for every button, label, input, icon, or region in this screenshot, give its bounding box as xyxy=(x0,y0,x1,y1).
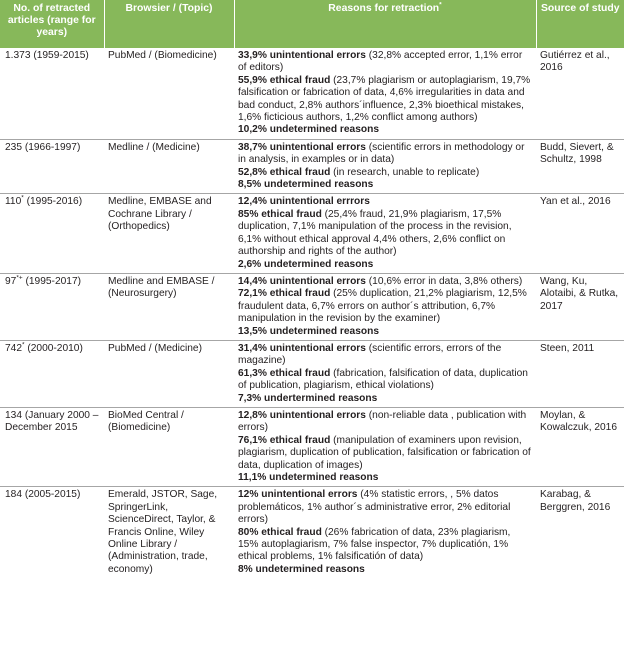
cell-reasons xyxy=(234,194,536,273)
cell-reasons xyxy=(234,407,536,486)
reason-unintentional: 38,7% unintentional errors (scientific errors in methodology or in analysis, in examples or in data) xyxy=(238,141,525,166)
cell-browser: Medline / (Medicine) xyxy=(104,139,234,194)
cell-count: 742* (2000-2010) xyxy=(0,340,104,407)
cell-browser: PubMed / (Biomedicine) xyxy=(104,48,234,139)
cell-reasons xyxy=(234,487,536,578)
footnote-mark: * xyxy=(22,341,25,349)
reason-ethical: 80% ethical fraud (26% fabrication of data, 23% plagiarism, 15% autoplagiarism, 7% false inspector, 7% duplicatión, 1% ethical problems, 1% falsificatión of data) xyxy=(238,526,511,563)
cell-count: 110* (1995-2016) xyxy=(0,194,104,273)
table-header xyxy=(0,0,624,48)
reason-ethical: 72,1% ethical fraud (25% duplication, 21,2% plagiarism, 12,5% fraudulent data, 6,7% errors on author´s attribution, 6,7% manipulation in the revision by the examiner) xyxy=(238,288,527,325)
header-reasons: Reasons for retraction* xyxy=(234,0,536,48)
table-row xyxy=(0,194,624,273)
reason-undetermined: 11,1% undetermined reasons xyxy=(238,472,379,483)
cell-browser: BioMed Central / (Biomedicine) xyxy=(104,407,234,486)
reason-undetermined: 13,5% undetermined reasons xyxy=(238,325,379,337)
cell-source: Steen, 2011 xyxy=(536,340,624,407)
reason-ethical: 76,1% ethical fraud (manipulation of examiners upon revision, plagiarism, duplication of publication, falsification or fabrication of data, duplication of images) xyxy=(238,434,531,471)
reason-ethical: 61,3% ethical fraud (fabrication, falsification of data, duplication of publication, plagiarism, ethical violations) xyxy=(238,367,528,392)
cell-reasons xyxy=(234,48,536,139)
table-row xyxy=(0,340,624,407)
reason-unintentional: 12,4% unintentional errrors xyxy=(238,196,370,208)
table-row xyxy=(0,139,624,194)
reason-unintentional: 33,9% unintentional errors (32,8% accepted error, 1,1% error of editors) xyxy=(238,50,523,74)
table-row xyxy=(0,273,624,340)
table-row xyxy=(0,407,624,486)
header-count: No. of retracted articles (range for years) xyxy=(0,0,104,48)
cell-source: Budd, Sievert, & Schultz, 1998 xyxy=(536,139,624,194)
header-browser: Browsier / (Topic) xyxy=(104,0,234,48)
reason-ethical: 52,8% ethical fraud (in research, unable to replicate) xyxy=(238,166,480,178)
cell-source: Wang, Ku, Alotaibi, & Rutka, 2017 xyxy=(536,273,624,340)
cell-source: Gutiérrez et al., 2016 xyxy=(536,48,624,139)
reason-undetermined: 7,3% undertermined reasons xyxy=(238,392,378,404)
table-row xyxy=(0,487,624,578)
table-row xyxy=(0,48,624,139)
footnote-mark: *+ xyxy=(16,274,23,282)
reason-unintentional: 12,8% unintentional errors (non-reliable data , publication with errors) xyxy=(238,409,527,434)
cell-reasons xyxy=(234,340,536,407)
cell-browser: Emerald, JSTOR, Sage, SpringerLink, ScienceDirect, Taylor, & Francis Online, Wiley Online Library / (Administration, trade, economy) xyxy=(108,489,218,575)
reason-unintentional: 31,4% unintentional errors (scientific errors, errors of the magazine) xyxy=(238,342,502,367)
cell-source: Yan et al., 2016 xyxy=(536,194,624,273)
cell-count: 235 (1966-1997) xyxy=(0,139,104,194)
cell-reasons xyxy=(234,273,536,340)
reason-undetermined: 2,6% undetermined reasons xyxy=(238,258,374,270)
reason-unintentional: 12% unintentional errors (4% statistic errors, , 5% datos problemáticos, 1% author´s administrative error, 2% editorial errors) xyxy=(238,489,511,526)
cell-browser: PubMed / (Medicine) xyxy=(104,340,234,407)
reason-ethical: 55,9% ethical fraud (23,7% plagiarism or autoplagiarism, 19,7% falsification or fabrication of data, 4,6% irregularities in data and bad conduct, 2,8% authors´influence, 2,3% bioethical mistakes, 1,6% ficticious authors, 1,2% conflict among authors) xyxy=(238,74,531,124)
reason-undetermined: 10,2% undetermined reasons xyxy=(238,124,379,136)
reason-undetermined: 8% undetermined reasons xyxy=(238,563,365,575)
cell-source: Moylan, & Kowalczuk, 2016 xyxy=(536,407,624,486)
cell-reasons xyxy=(234,139,536,194)
cell-count: 1.373 (1959-2015) xyxy=(0,48,104,139)
cell-source: Karabag, & Berggren, 2016 xyxy=(540,489,611,513)
cell-count: 184 (2005-2015) xyxy=(5,489,81,501)
cell-count: 134 (January 2000 – December 2015 xyxy=(0,407,104,486)
cell-browser: Medline, EMBASE and Cochrane Library / (Orthopedics) xyxy=(104,194,234,273)
reason-undetermined: 8,5% undetermined reasons xyxy=(238,179,374,191)
footnote-mark: * xyxy=(439,1,442,9)
reason-ethical: 85% ethical fraud (25,4% fraud, 21,9% plagiarism, 17,5% duplication, 7,1% manipulation of the process in the revision, 6,1% without ethical approval 4,4% others, 2,6% conflict on authorship and rights of the author) xyxy=(238,208,512,258)
header-source: Source of study xyxy=(536,0,624,48)
cell-count: 97*+ (1995-2017) xyxy=(0,273,104,340)
reason-unintentional: 14,4% unintentional errors (10,6% error in data, 3,8% others) xyxy=(238,275,523,287)
footnote-mark: * xyxy=(21,195,24,203)
table-body xyxy=(0,48,624,578)
cell-browser: Medline and EMBASE / (Neurosurgery) xyxy=(104,273,234,340)
